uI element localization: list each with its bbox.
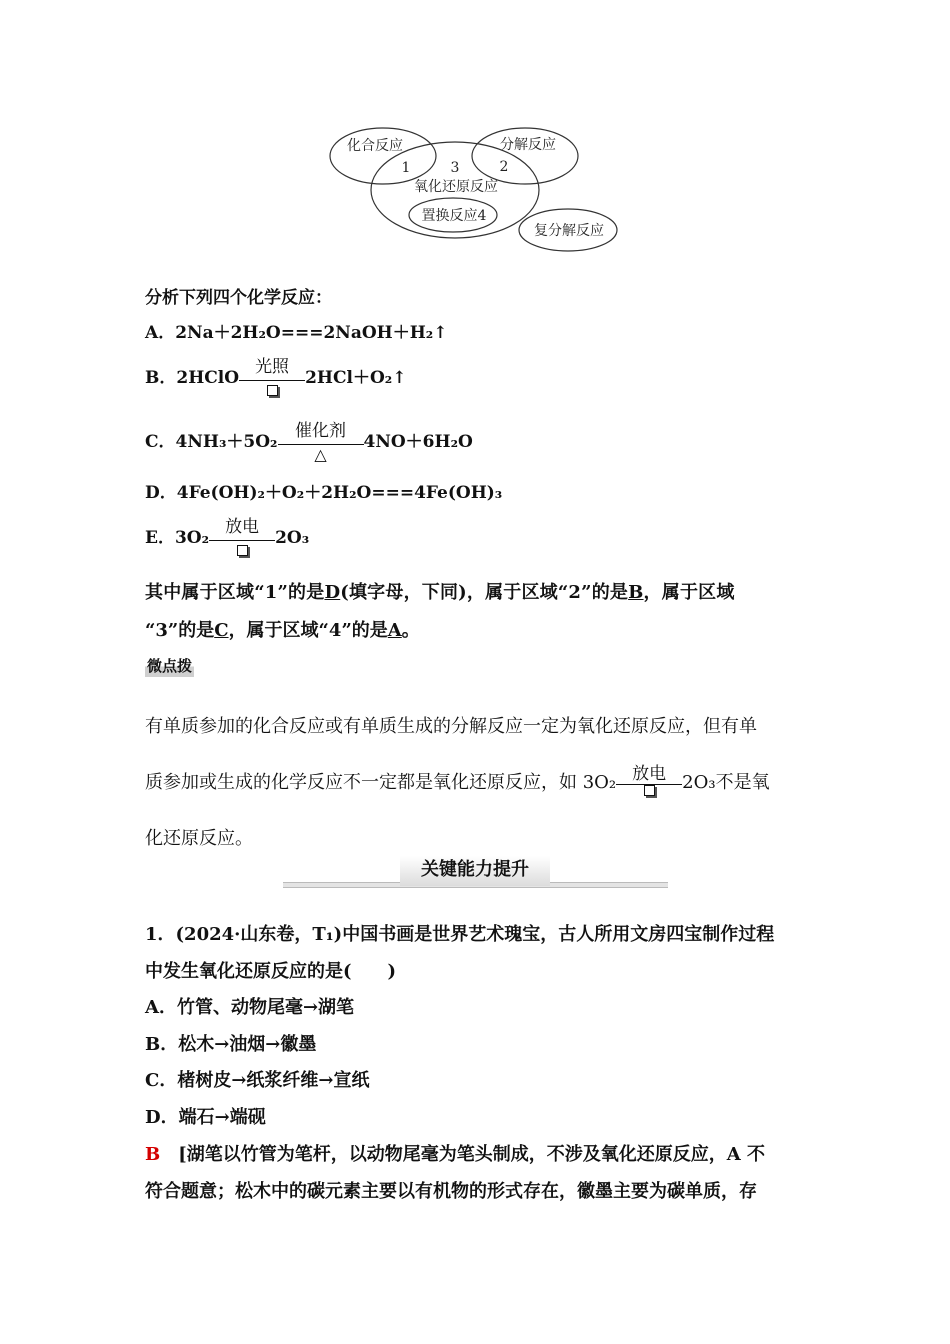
reaction-b	[145, 356, 407, 391]
answer-region-1: D	[324, 582, 341, 603]
combination-ellipse	[330, 128, 436, 184]
reaction-e-condition-text: 放电	[225, 516, 260, 537]
reaction-d-equation: 4Fe(OH)₂＋O₂＋2H₂O===4Fe(OH)₃	[176, 483, 503, 503]
solution-line-2: 符合题意；松木中的碳元素主要以有机物的形式存在，徽墨主要为碳单质，存	[145, 1181, 757, 1202]
redox-label: 氧化还原反应	[414, 179, 498, 195]
reaction-c-label: C．	[145, 432, 176, 452]
reaction-d-label: D．	[145, 483, 177, 503]
section-title: 关键能力提升	[400, 856, 550, 886]
tip-tag: 微点拨	[145, 654, 194, 677]
option-a: A．竹管、动物尾毫→湖笔	[145, 997, 355, 1018]
region-2-label: 2	[499, 159, 509, 175]
reaction-c-reactants: 4NH₃＋5O₂	[175, 432, 278, 452]
reaction-e-products: 2O₃	[275, 528, 310, 548]
reaction-a-equation: 2Na＋2H₂O===2NaOH＋H₂↑	[175, 323, 448, 343]
tip-line-3: 化还原反应。	[145, 828, 253, 849]
displacement-label: 置换反应4	[421, 208, 487, 224]
reaction-c-products: 4NO＋6H₂O	[363, 432, 473, 452]
double-decomposition-label: 复分解反应	[534, 223, 604, 239]
decomposition-label: 分解反应	[500, 137, 556, 153]
solution-key: B	[145, 1144, 161, 1165]
reaction-e-condition	[209, 516, 275, 551]
reaction-b-reactants: 2HClO	[176, 368, 240, 388]
combination-label: 化合反应	[347, 138, 403, 154]
tip-line-2: 质参加或生成的化学反应不一定都是氧化还原反应，如 3O₂ 放电 2O₃不是氧	[145, 768, 770, 795]
reaction-e-label: E．	[145, 528, 175, 548]
solution-line-1: B [湖笔以竹管为笔杆，以动物尾毫为笔头制成，不涉及氧化还原反应，A 不	[145, 1144, 765, 1165]
option-b: B．松木→油烟→徽墨	[145, 1034, 317, 1055]
question-line-2: 中发生氧化还原反应的是( )	[145, 961, 397, 982]
reaction-c-condition-text: 催化剂	[295, 420, 346, 441]
question-line-1: 1．(2024·山东卷，T₁)中国书画是世界艺术瑰宝，古人所用文房四宝制作过程	[145, 924, 775, 945]
tip-line-1: 有单质参加的化合反应或有单质生成的分解反应一定为氧化还原反应，但有单	[145, 716, 757, 737]
reaction-c	[145, 420, 473, 464]
option-d: D．端石→端砚	[145, 1107, 266, 1128]
reaction-c-condition	[278, 420, 364, 464]
reaction-a	[145, 321, 447, 345]
reaction-b-label: B．	[145, 368, 177, 388]
region-1-label: 1	[401, 160, 411, 176]
reaction-b-products: 2HCl＋O₂↑	[305, 368, 407, 388]
reaction-e	[145, 516, 310, 551]
placeholder-box-icon	[267, 385, 278, 396]
reaction-c-heat-symbol: △	[314, 444, 327, 464]
reaction-a-label: A．	[145, 323, 176, 343]
reaction-d	[145, 481, 502, 505]
answer-region-4: A	[387, 620, 402, 641]
answer-region-2: B	[628, 582, 644, 603]
option-c: C．楮树皮→纸浆纤维→宣纸	[145, 1070, 370, 1091]
placeholder-box-icon	[237, 545, 248, 556]
tip-condition	[616, 764, 682, 795]
placeholder-box-icon	[644, 785, 655, 796]
answer-line-1: 其中属于区域“1”的是D(填字母，下同)，属于区域“2”的是B，属于区域	[145, 582, 735, 603]
answer-line-2: “3”的是C，属于区域“4”的是A。	[145, 620, 420, 641]
answer-region-3: C	[214, 620, 229, 641]
reaction-type-diagram	[320, 118, 630, 258]
reaction-e-reactants: 3O₂	[174, 528, 210, 548]
intro-text: 分析下列四个化学反应：	[145, 288, 332, 308]
region-3-label: 3	[450, 160, 460, 176]
reaction-b-condition	[239, 356, 305, 391]
tip-condition-text: 放电	[632, 764, 667, 784]
reaction-b-condition-text: 光照	[255, 356, 290, 377]
